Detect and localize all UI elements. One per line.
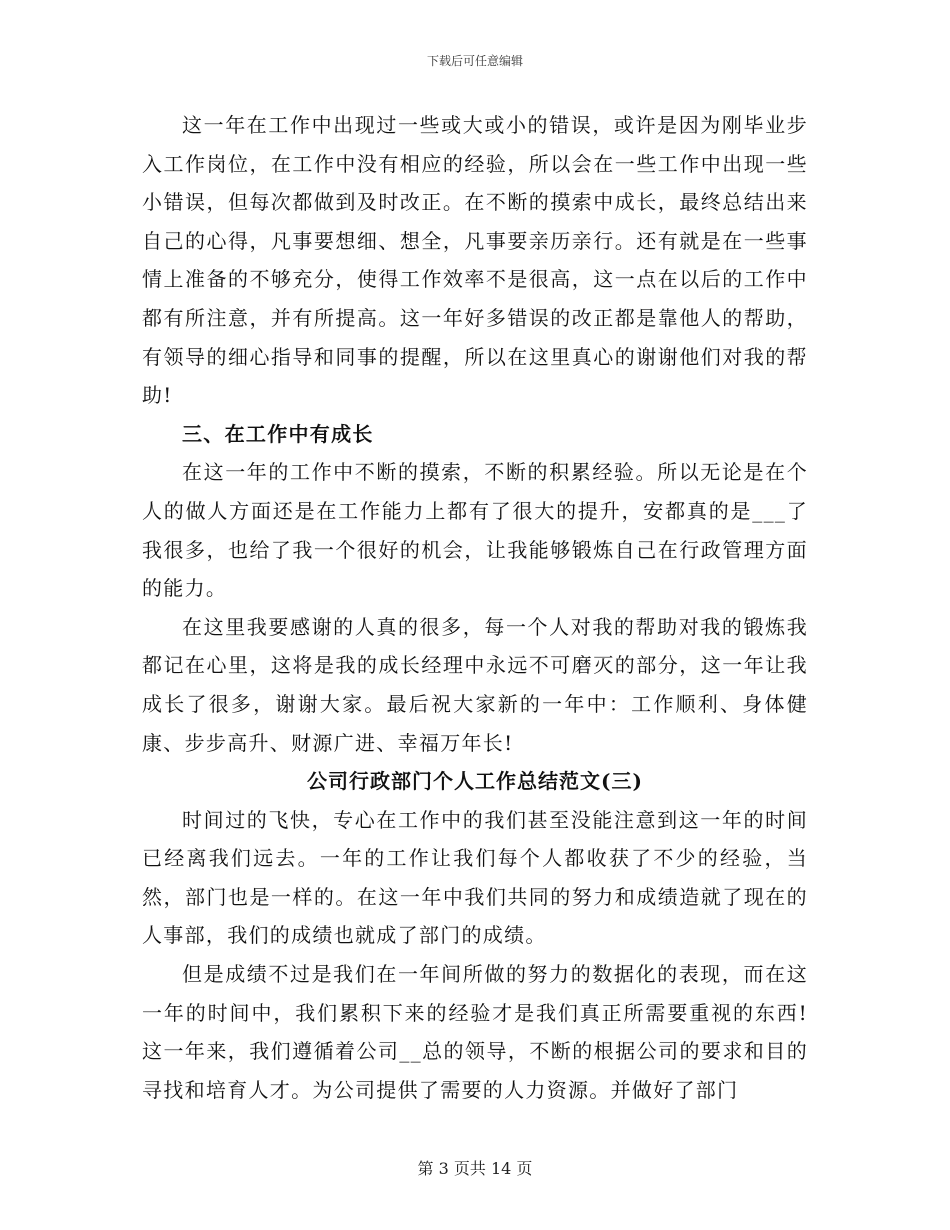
- section-heading-growth: 三、在工作中有成长: [182, 421, 374, 446]
- paragraph-time: 时间过的飞快，专心在工作中的我们甚至没能注意到这一年的时间已经离我们远去。一年的工作让我们每个人都收获了不少的经验，当然，部门也是一样的。在这一年中我们共同的努力和成绩造就了现在的人事部，我们的成绩也就成了部门的成绩。: [142, 807, 808, 948]
- paragraph-mistakes: 这一年在工作中出现过一些或大或小的错误，或许是因为刚毕业步入工作岗位，在工作中没有相应的经验，所以会在一些工作中出现一些小错误，但每次都做到及时改正。在不断的摸索中成长，最终总结出来自己的心得，凡事要想细、想全，凡事要亲历亲行。还有就是在一些事情上准备的不够充分，使得工作效率不是很高，这一点在以后的工作中都有所注意，并有所提高。这一年好多错误的改正都是靠他人的帮助，有领导的细心指导和同事的提醒，所以在这里真心的谢谢他们对我的帮助!: [142, 113, 808, 408]
- page-header: 下载后可任意编辑: [426, 54, 523, 68]
- paragraph-growth: 在这一年的工作中不断的摸索，不断的积累经验。所以无论是在个人的做人方面还是在工作能力上都有了很大的提升，安都真的是___了我很多，也给了我一个很好的机会，让我能够锻炼自己在行政管理方面的能力。: [142, 460, 808, 601]
- document-body: [142, 106, 808, 1109]
- document-title: 公司行政部门个人工作总结范文(三): [307, 769, 643, 794]
- paragraph-thanks: 在这里我要感谢的人真的很多，每一个人对我的帮助对我的锻炼我都记在心里，这将是我的成长经理中永远不可磨灭的部分，这一年让我成长了很多，谢谢大家。最后祝大家新的一年中：工作顺利、身体健康、步步高升、财源广进、幸福万年长!: [142, 614, 808, 755]
- page-footer: 第 3 页共 14 页: [417, 1159, 533, 1178]
- paragraph-achievements: 但是成绩不过是我们在一年间所做的努力的数据化的表现，而在这一年的时间中，我们累积下来的经验才是我们真正所需要重视的东西!这一年来，我们遵循着公司__总的领导，不断的根据公司的要求和目的寻找和培育人才。为公司提供了需要的人力资源。并做好了部门: [142, 962, 808, 1102]
